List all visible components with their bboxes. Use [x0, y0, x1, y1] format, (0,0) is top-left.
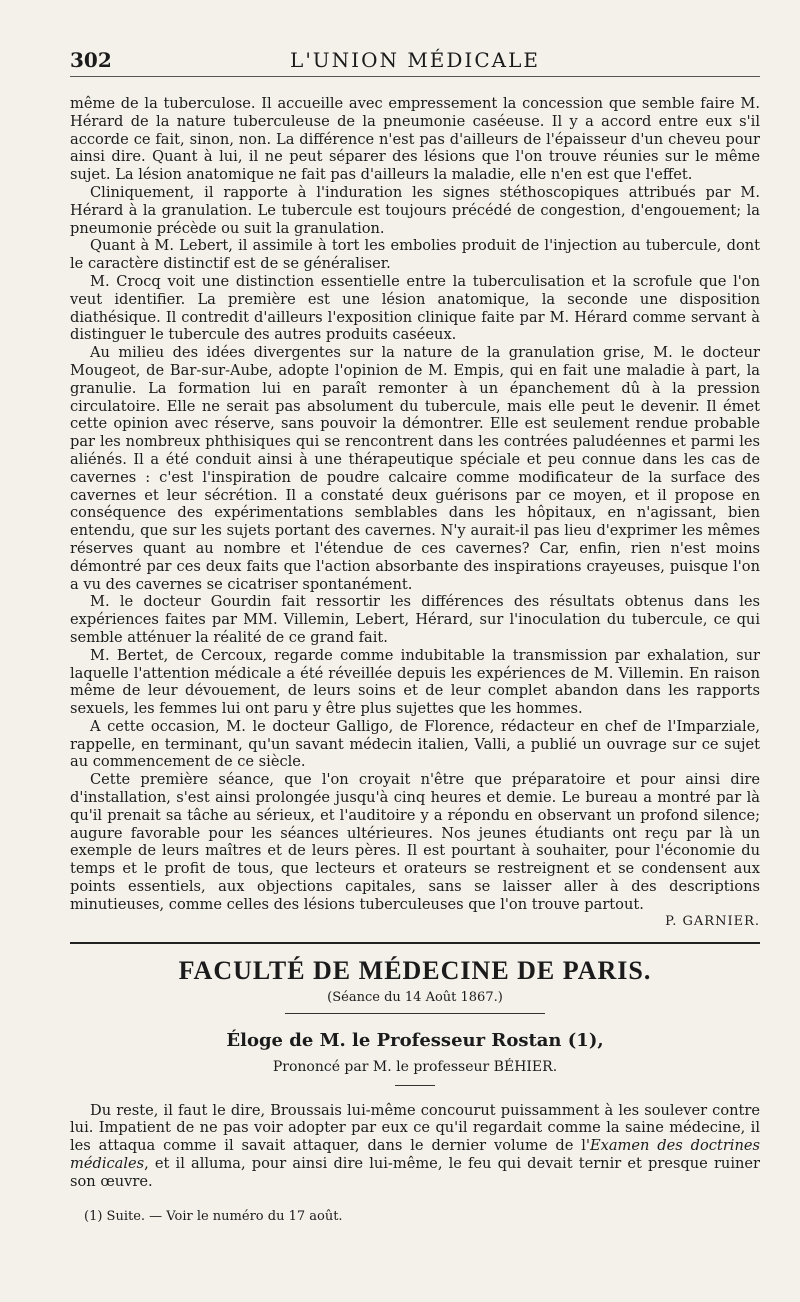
book-title: Examen des doctrines médicales: [70, 1137, 760, 1173]
paragraph: Cliniquement, il rapporte à l'induration les signes stéthoscopiques attribués par M. Hérard à la granulation. Le tubercule est toujours précédé de congestion, d'engouement; la pneumonie précède ou suit la granulation.: [70, 183, 760, 237]
eloge-heading: Éloge de M. le Professeur Rostan (1),: [226, 1029, 604, 1051]
paragraph: Cette première séance, que l'on croyait n'être que préparatoire et pour ainsi dire d'installation, s'est ainsi prolongée jusqu'à cinq heures et demie. Le bureau a montré par là qu'il prenait sa tâche au sérieux, et l'auditoire y a répondu en observant un profond silence; augure favorable pour les séances ultérieures. Nos jeunes étudiants ont reçu par là un exemple de leurs maîtres et de leurs pères. Il est pourtant à souhaiter, pour l'économie du temps et le profit de tous, que lecteurs et orateurs se restreignent et se condensent aux points essentiels, aux objections capitales, sans se laisser aller à des descriptions minutieuses, comme celles des lésions tuberculeuses que l'on trouve partout.: [70, 771, 760, 913]
section-text-start: Du reste, il faut le dire, Broussais lui-même concourut puissamment à les soulever contre lui. Impatient de ne pas voir adopter par eux ce qu'il regardait comme la saine médecine, il les attaqua comme il savait attaquer, dans le dernier volume de l': [70, 1101, 760, 1155]
paragraph: M. Crocq voit une distinction essentielle entre la tuberculisation et la scrofule que l'on veut identifier. La première est une lésion anatomique, la seconde une disposition diathésique. Il contredit d'ailleurs l'exposition clinique faite par M. Hérard comme servant à distinguer le tubercule des autres produits caséeux.: [70, 272, 760, 344]
paragraph: Au milieu des idées divergentes sur la nature de la granulation grise, M. le docteur Mougeot, de Bar-sur-Aube, adopte l'opinion de M. Empis, qui en fait une maladie à part, la granulie. La formation lui en paraît remonter à un épanchement dû à la pression circulatoire. Elle ne serait pas absolument du tubercule, mais elle peut le devenir. Il émet cette opinion avec réserve, sans pouvoir la démontrer. Elle est seulement rendue probable par les nombreux phthisiques qui se rencontrent dans les contrées paludéennes et parmi les aliénés. Il a été conduit ainsi à une thérapeutique spéciale et peu connue dans les cas de cavernes : c'est l'inspiration de poudre calcaire comme modificateur de la surface des cavernes et leur sécrétion. Il a constaté deux guérisons par ce moyen, et il propose en conséquence des expérimentations semblables dans les hôpitaux, en n'agissant, bien entendu, que sur les sujets portant des cavernes. N'y aurait-il pas lieu d'exprimer les mêmes réserves quant au nombre et l'étendue de ces cavernes? Car, enfin, rien n'est moins démontré par ces deux faits que l'action absorbante des inspirations crayeuses, puisque l'on a vu des cavernes se cicatriser spontanément.: [70, 344, 760, 593]
author-signature: P. GARNIER.: [665, 913, 760, 929]
paragraph: M. le docteur Gourdin fait ressortir les différences des résultats obtenus dans les expériences faites par MM. Villemin, Lebert, Hérard, sur l'inoculation du tubercule, ce qui semble atténuer la réalité de ce grand fait.: [70, 593, 760, 646]
paragraph: Quant à M. Lebert, il assimile à tort les embolies produit de l'injection au tubercule, dont le caractère distinctif est de se généraliser.: [70, 237, 760, 273]
small-rule: [395, 1085, 435, 1086]
pronounced-by: Prononcé par M. le professeur BÉHIER.: [272, 1058, 558, 1075]
section-subtitle: (Séance du 14 Août 1867.): [327, 989, 503, 1005]
page-header: [70, 46, 760, 77]
paragraph: A cette occasion, M. le docteur Galligo, de Florence, rédacteur en chef de l'Imparziale, rappelle, en terminant, qu'un savant médecin italien, Valli, a publié un ouvrage sur ce sujet au commencement de ce siècle.: [70, 717, 760, 771]
section-paragraph: [70, 1102, 760, 1191]
article-body: [70, 95, 760, 1224]
running-title: L'UNION MÉDICALE: [290, 48, 540, 72]
page-number: 302: [70, 48, 112, 72]
short-rule: [285, 1013, 545, 1014]
paragraph: même de la tuberculose. Il accueille avec empressement la concession que semble faire M. Hérard de la nature tuberculeuse de la pneumonie caséeuse. Il y a accord entre eux s'il accorde ce fait, sinon, non. La différence n'est pas d'ailleurs de l'épaisseur d'un cheveu pour ainsi dire. Quant à lui, il ne peut séparer des lésions que l'on trouve réunies sur le même sujet. La lésion anatomique ne fait pas d'ailleurs la maladie, elle n'en est que l'effet.: [70, 95, 760, 184]
paragraph: M. Bertet, de Cercoux, regarde comme indubitable la transmission par exhalation, sur laquelle l'attention médicale a été réveillée depuis les expériences de M. Villemin. En raison même de leur dévouement, de leurs soins et de leur complet abandon dans les rapports sexuels, les femmes lui ont paru y être plus sujettes que les hommes.: [70, 646, 760, 718]
section-title: FACULTÉ DE MÉDECINE DE PARIS.: [178, 955, 652, 985]
footnote: (1) Suite. — Voir le numéro du 17 août.: [84, 1208, 343, 1224]
section-divider: [70, 942, 760, 944]
section-text-end: , et il alluma, pour ainsi dire lui-même, le feu qui devait ternir et presque ruiner son œuvre.: [70, 1155, 760, 1190]
